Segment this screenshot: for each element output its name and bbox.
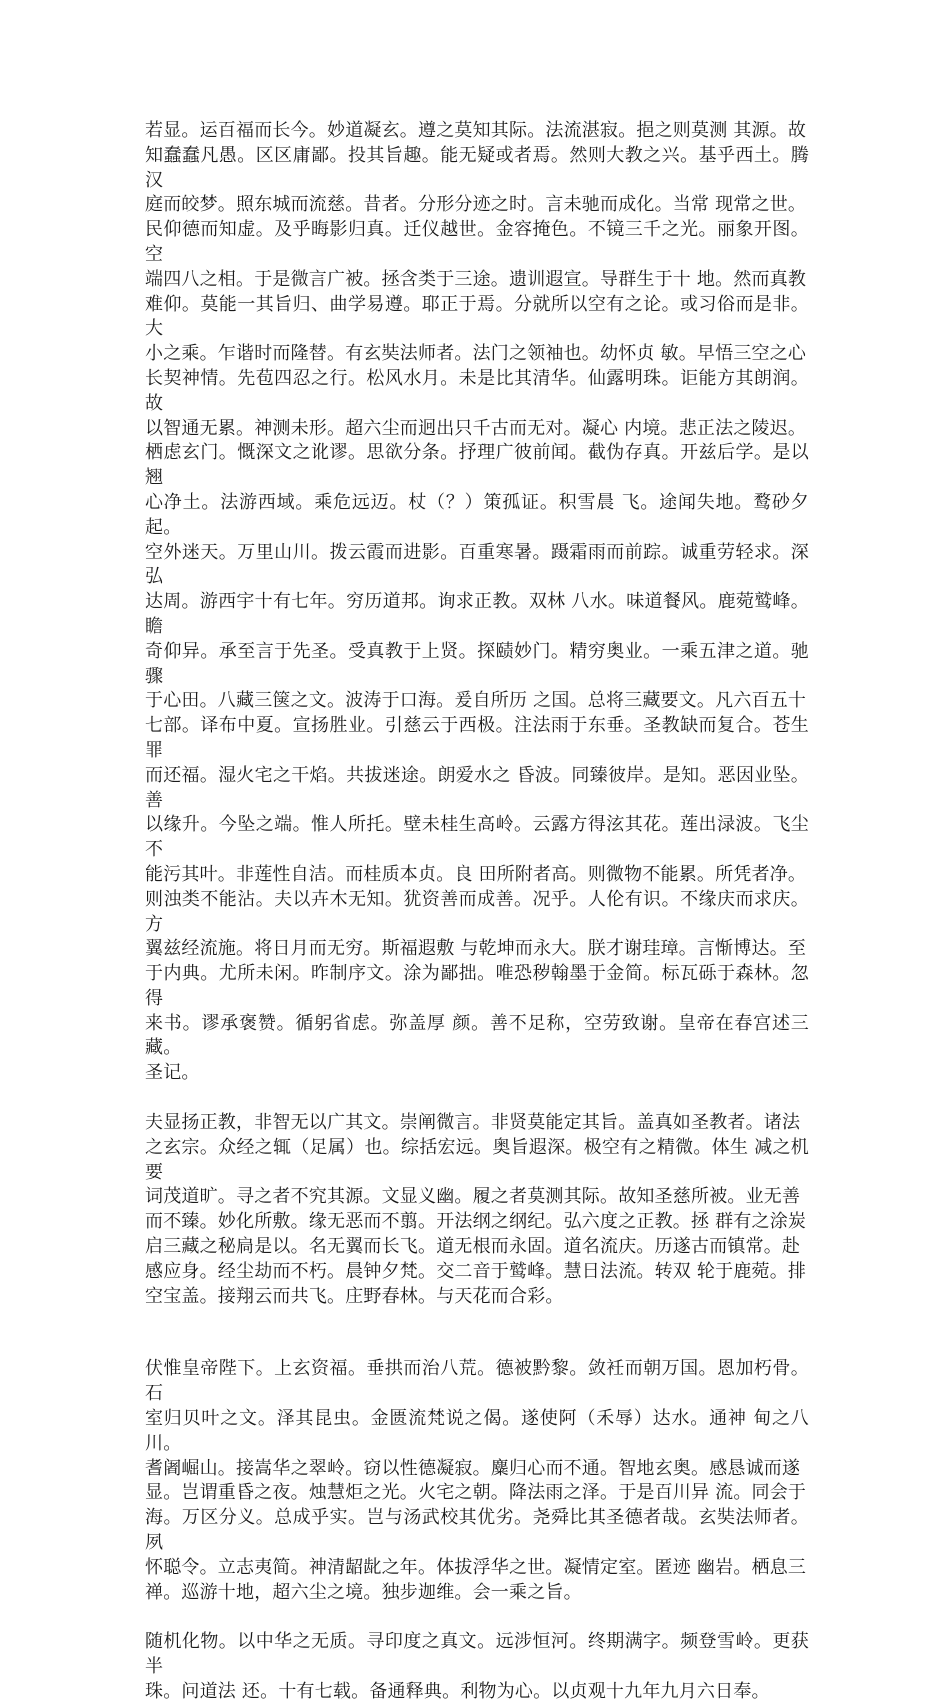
document-page — [145, 119, 809, 1705]
paragraph-spacer — [145, 1605, 809, 1630]
paragraph-praise: 夫显扬正教，非智无以广其文。崇阐微言。非贤莫能定其旨。盖真如圣教者。诸法 之玄宗。众经之辄（足属）也。综括宏远。奥旨遐深。极空有之精微。体生 减之机要 词茂道旷。寻之者不究其源。文显义幽。履之者莫测其际。故知圣慈所被。业无善 而不臻。妙化所敷。缘无恶而不翦。开法纲之纲纪。弘六度之正教。拯 群有之涂炭 启三藏之秘扃是以。名无翼而长飞。道无根而永固。道名流庆。历遂古而镇常。赴 感应身。经尘劫而不朽。晨钟夕梵。交二音于鹫峰。慧日法流。转双 轮于鹿菀。排 空宝盖。接翔云而共飞。庄野春林。与天花而合彩。 — [145, 1112, 809, 1307]
paragraph-emperor: 伏惟皇帝陛下。上玄资福。垂拱而治八荒。德被黔黎。敛衽而朝万国。恩加朽骨。石 室归贝叶之文。泽其昆虫。金匮流梵说之偈。遂使阿（禾辱）达水。通神 甸之八川。 耆阇崛山。接嵩华之翠岭。窃以性德凝寂。麋归心而不通。智地玄奥。感恳诚而遂 显。岂谓重昏之夜。烛慧炬之光。火宅之朝。降法雨之泽。于是百川异 流。同会于 海。万区分义。总成乎实。岂与汤武校其优劣。尧舜比其圣德者哉。玄奘法师者。夙 怀聪令。立志夷简。神清龆龀之年。体拔浮华之世。凝情定室。匿迹 幽岩。栖息三 禅。巡游十地，超六尘之境。独步迦维。会一乘之旨。 — [145, 1358, 809, 1603]
paragraph-spacer — [145, 1309, 809, 1357]
paragraph-spacer — [145, 1086, 809, 1111]
paragraph-preface: 若显。运百福而长今。妙道凝玄。遵之莫知其际。法流湛寂。挹之则莫测 其源。故 知蠢蠢凡愚。区区庸鄙。投其旨趣。能无疑或者焉。然则大教之兴。基乎西土。腾汉 庭而皎梦。照东城而流慈。昔者。分形分迹之时。言未驰而成化。当常 现常之世。 民仰德而知虚。及乎晦影归真。迁仪越世。金容掩色。不镜三千之光。丽象开图。空 端四八之相。于是微言广被。拯含类于三途。遗训遐宣。导群生于十 地。然而真教 难仰。莫能一其旨归、曲学易遵。耶正于焉。分就所以空有之论。或习俗而是非。大 小之乘。乍谐时而隆替。有玄奘法师者。法门之领袖也。幼怀贞 敏。早悟三空之心 长契神情。先苞四忍之行。松风水月。未是比其清华。仙露明珠。讵能方其朗润。故 以智通无累。神测未形。超六尘而迥出只千古而无对。凝心 内境。悲正法之陵迟。 栖虑玄门。慨深文之讹谬。思欲分条。抒理广彼前闻。截伪存真。开兹后学。是以翘 心净土。法游西域。乘危远迈。杖（？）策孤证。积雪晨 飞。途闻失地。鹜砂夕起。 空外迷天。万里山川。拨云霞而进影。百重寒暑。蹑霜雨而前踪。诚重劳轻求。深弘 达周。游西宇十有七年。穷历道邦。询求正教。双林 八水。味道餐风。鹿菀鹫峰。瞻 奇仰异。承至言于先圣。受真教于上贤。探赜妙门。精穷奥业。一乘五津之道。驰骤 于心田。八藏三箧之文。波涛于口海。爰自所历 之国。总将三藏要文。凡六百五十 七部。译布中夏。宣扬胜业。引慈云于西极。注法雨于东垂。圣教缺而复合。苍生罪 而还福。湿火宅之干焰。共拔迷途。朗爱水之 昏波。同臻彼岸。是知。恶因业坠。善 以缘升。今坠之端。惟人所托。壁未桂生高岭。云露方得泫其花。莲出渌波。飞尘不 能污其叶。非莲性自洁。而桂质本贞。良 田所附者高。则微物不能累。所凭者净。 则浊类不能沾。夫以卉木无知。犹资善而成善。况乎。人伦有识。不缘庆而求庆。方 翼兹经流施。将日月而无穷。斯福遐敷 与乾坤而永大。朕才谢珪璋。言惭博达。至 于内典。尤所未闲。昨制序文。涂为鄙拙。唯恐秽翰墨于金简。标瓦砾于森林。忽得 来书。谬承褒赞。循躬省虑。弥盖厚 颜。善不足称，空劳致谢。皇帝在春宫述三藏。 圣记。 — [145, 120, 809, 1084]
paragraph-closing: 随机化物。以中华之无质。寻印度之真文。远涉恒河。终期满字。频登雪岭。更获半 珠。问道法 还。十有七载。备通释典。利物为心。以贞观十九年九月六日奉。 — [145, 1631, 809, 1703]
